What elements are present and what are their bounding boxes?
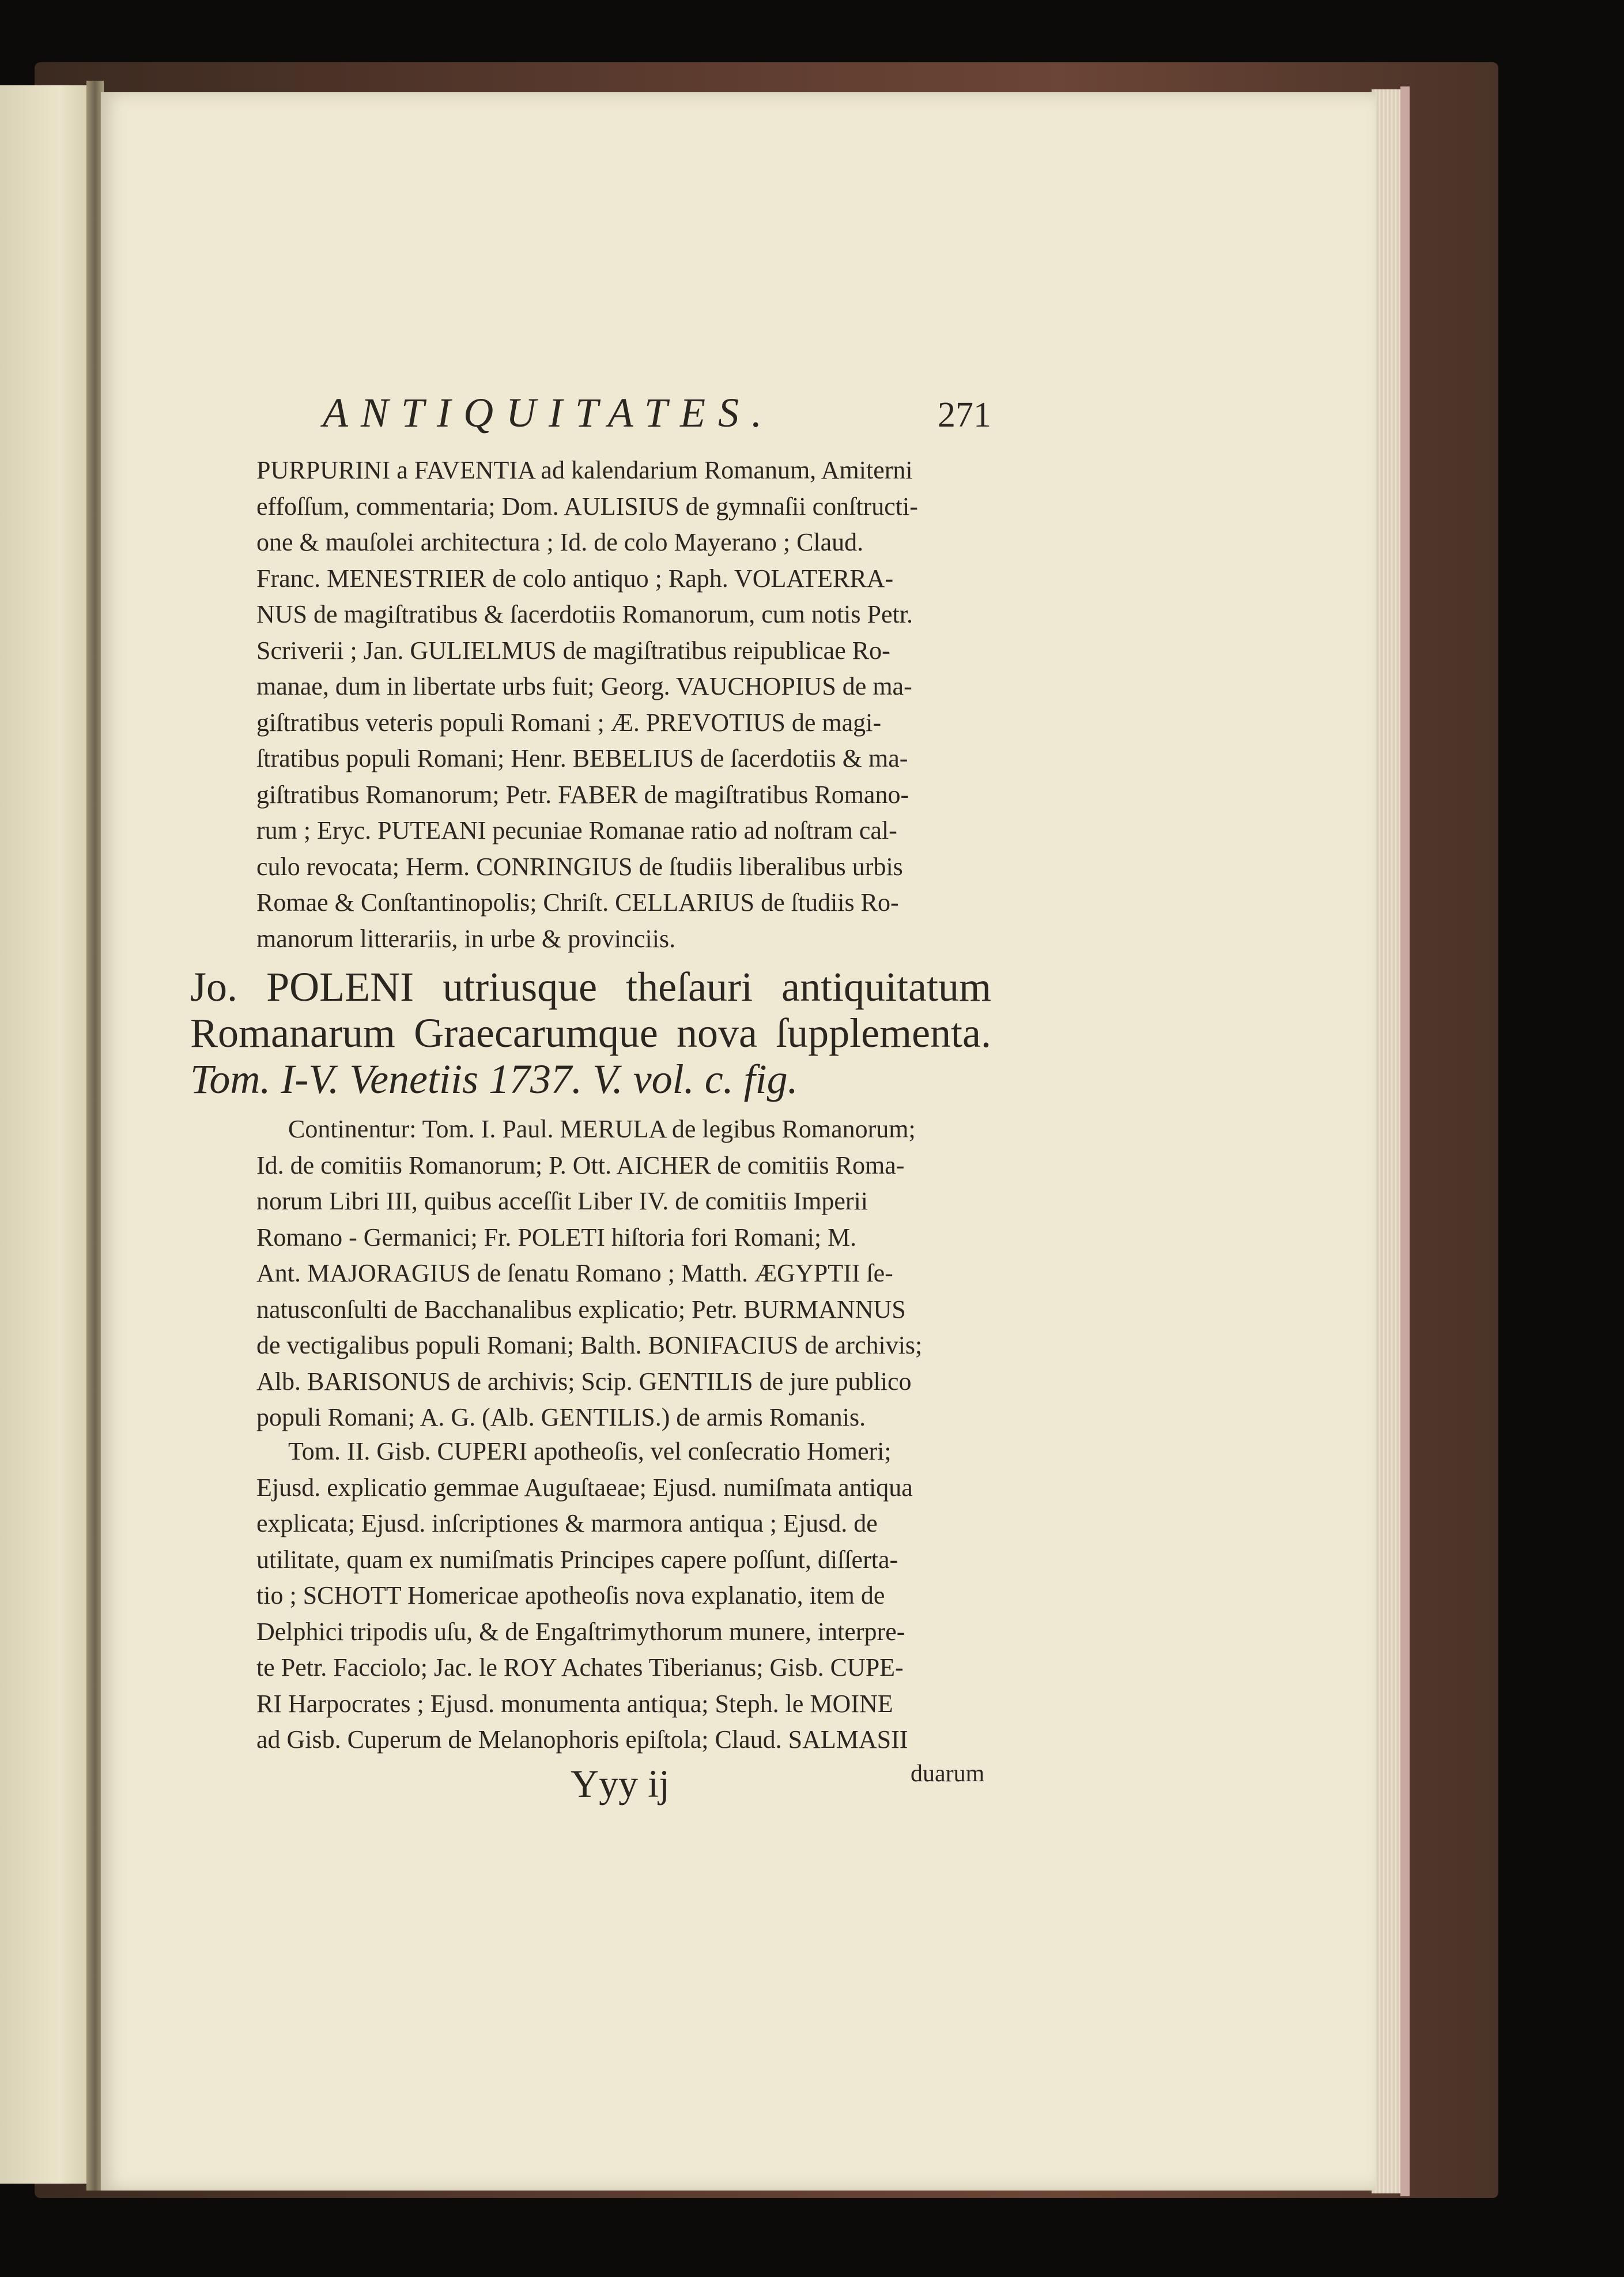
heading-line: Jo. POLENI utriusque theſauri antiquitatum — [190, 964, 991, 1010]
page-number: 271 — [938, 395, 991, 435]
text-line: Continentur: Tom. I. Paul. MERULA de legibus Romanorum; — [288, 1115, 916, 1143]
text-line: RI Harpocrates ; Ejusd. monumenta antiqua; Steph. le MOINE — [256, 1689, 893, 1718]
running-head — [323, 389, 991, 441]
text-line: Tom. II. Gisb. CUPERI apotheoſis, vel conſecratio Homeri; — [288, 1437, 892, 1465]
text-line: explicata; Ejusd. inſcriptiones & marmora antiqua ; Ejusd. de — [256, 1509, 878, 1537]
signature-mark: Yyy ij — [571, 1762, 670, 1805]
text-line: tio ; SCHOTT Homericae apotheoſis nova explanatio, item de — [256, 1581, 885, 1609]
text-line: utilitate, quam ex numiſmatis Principes capere poſſunt, diſſerta- — [256, 1545, 898, 1574]
text-line: populi Romani; A. G. (Alb. GENTILIS.) de armis Romanis. — [256, 1403, 866, 1431]
text-line: Scriverii ; Jan. GULIELMUS de magiſtratibus reipublicae Ro- — [256, 636, 890, 665]
pink-edge — [1400, 86, 1410, 2196]
text-block-1 — [256, 453, 991, 957]
text-line: Ant. MAJORAGIUS de ſenatu Romano ; Matth. ÆGYPTII ſe- — [256, 1259, 893, 1287]
catchword: duarum — [911, 1760, 985, 1787]
text-line: manae, dum in libertate urbs fuit; Georg. VAUCHOPIUS de ma- — [256, 672, 912, 700]
text-block-2 — [256, 1111, 991, 1436]
text-line: one & mauſolei architectura ; Id. de colo Mayerano ; Claud. — [256, 528, 864, 556]
text-line: Delphici tripodis uſu, & de Engaſtrimythorum munere, interpre- — [256, 1617, 905, 1646]
text-line: effoſſum, commentaria; Dom. AULISIUS de gymnaſii conſtructi- — [256, 492, 918, 521]
text-line: Romano - Germanici; Fr. POLETI hiſtoria fori Romani; M. — [256, 1223, 857, 1251]
entry-heading — [190, 964, 991, 1102]
text-line: giſtratibus veteris populi Romani ; Æ. PREVOTIUS de magi- — [256, 708, 882, 737]
text-line: ſtratibus populi Romani; Henr. BEBELIUS de ſacerdotiis & ma- — [256, 744, 908, 772]
running-title: ANTIQUITATES. — [323, 390, 775, 436]
text-line: Id. de comitiis Romanorum; P. Ott. AICHER de comitiis Roma- — [256, 1151, 905, 1179]
text-line: Franc. MENESTRIER de colo antiquo ; Raph. VOLATERRA- — [256, 564, 894, 593]
text-line: rum ; Eryc. PUTEANI pecuniae Romanae ratio ad noſtram cal- — [256, 816, 897, 845]
text-line: natusconſulti de Bacchanalibus explicatio; Petr. BURMANNUS — [256, 1295, 906, 1324]
text-line: manorum litterariis, in urbe & provinciis. — [256, 924, 676, 953]
text-line: NUS de magiſtratibus & ſacerdotiis Romanorum, cum notis Petr. — [256, 600, 913, 628]
left-page-edge — [0, 85, 99, 2184]
text-line: norum Libri III, quibus acceſſit Liber IV. de comitiis Imperii — [256, 1187, 868, 1215]
text-line: Alb. BARISONUS de archivis; Scip. GENTILIS de jure publico — [256, 1367, 912, 1396]
heading-line: Tom. I-V. Venetiis 1737. V. vol. c. fig. — [190, 1056, 798, 1102]
text-line: Ejusd. explicatio gemmae Auguſtaeae; Ejusd. numiſmata antiqua — [256, 1473, 913, 1502]
text-line: culo revocata; Herm. CONRINGIUS de ſtudiis liberalibus urbis — [256, 852, 903, 881]
text-line: de vectigalibus populi Romani; Balth. BONIFACIUS de archivis; — [256, 1331, 923, 1359]
text-line: te Petr. Facciolo; Jac. le ROY Achates Tiberianus; Gisb. CUPE- — [256, 1653, 904, 1682]
text-line: ad Gisb. Cuperum de Melanophoris epiſtola; Claud. SALMASII — [256, 1725, 908, 1754]
text-line: PURPURINI a FAVENTIA ad kalendarium Romanum, Amiterni — [256, 456, 913, 484]
text-line: giſtratibus Romanorum; Petr. FABER de magiſtratibus Romano- — [256, 780, 909, 809]
text-line: Romae & Conſtantinopolis; Chriſt. CELLARIUS de ſtudiis Ro- — [256, 888, 899, 917]
heading-line: Romanarum Graecarumque nova ſupplementa. — [190, 1010, 991, 1056]
text-block-3 — [256, 1434, 991, 1758]
